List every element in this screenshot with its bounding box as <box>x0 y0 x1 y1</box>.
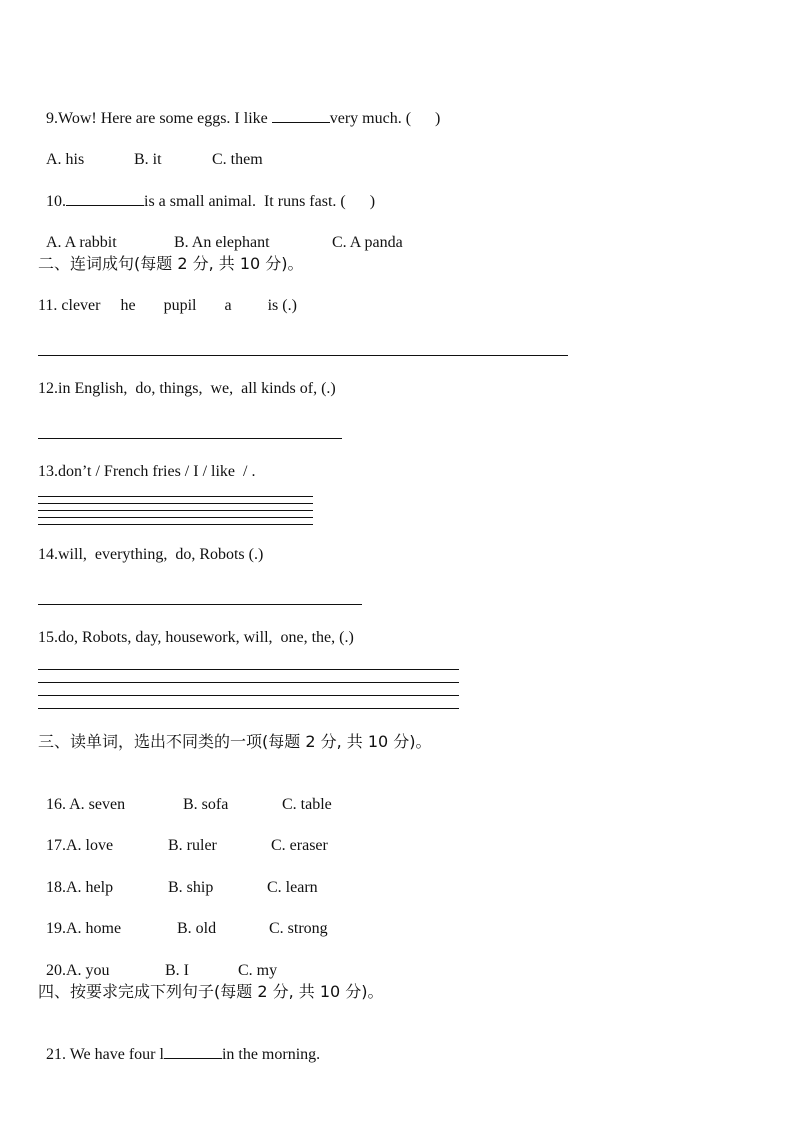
option-c: C. learn <box>267 879 318 896</box>
option-b: B. ruler <box>168 837 217 854</box>
question-21-text: 21. We have four l <box>46 1046 164 1063</box>
question-21-text-end: in the morning. <box>221 1046 321 1063</box>
question-17 <box>38 816 328 856</box>
option-a: A. A rabbit <box>46 234 117 251</box>
option-a: 17.A. love <box>46 837 114 854</box>
question-10-text: is a small animal. It runs fast. ( ) <box>144 193 376 210</box>
answer-line <box>38 604 362 605</box>
option-c: C. table <box>282 796 332 813</box>
question-9-text: 9.Wow! Here are some eggs. I like <box>46 110 272 127</box>
answer-line <box>38 438 342 439</box>
question-21 <box>38 1024 320 1065</box>
answer-line <box>38 355 568 356</box>
answer-line <box>38 503 313 504</box>
question-10-number: 10. <box>46 193 66 210</box>
answer-line <box>38 695 459 696</box>
question-9-options <box>38 130 263 170</box>
section-4-heading: 四、按要求完成下列句子(每题 2 分, 共 10 分)。 <box>38 982 384 1001</box>
option-b: B. it <box>134 151 162 168</box>
option-b: B. old <box>177 920 217 937</box>
question-20 <box>38 941 277 981</box>
answer-line <box>38 708 459 709</box>
option-b: B. ship <box>168 879 214 896</box>
option-b: B. I <box>165 962 189 979</box>
option-a: 18.A. help <box>46 879 114 896</box>
answer-line <box>38 517 313 518</box>
option-b: B. An elephant <box>174 234 270 251</box>
option-c: C. my <box>238 962 278 979</box>
question-10 <box>38 171 375 212</box>
question-15: 15.do, Robots, day, housework, will, one, the, (.) <box>38 629 354 646</box>
option-a: 16. A. seven <box>46 796 126 813</box>
question-11: 11. clever he pupil a is (.) <box>38 297 297 314</box>
question-9-text-end: very much. ( ) <box>329 110 441 127</box>
answer-line <box>38 524 313 525</box>
answer-line <box>38 510 313 511</box>
question-9 <box>38 88 440 129</box>
question-14: 14.will, everything, do, Robots (.) <box>38 546 264 563</box>
option-a: A. his <box>46 151 85 168</box>
answer-blank <box>66 191 144 206</box>
option-c: C. strong <box>269 920 328 937</box>
question-12: 12.in English, do, things, we, all kinds of, (.) <box>38 380 336 397</box>
option-b: B. sofa <box>183 796 229 813</box>
question-19 <box>38 899 328 939</box>
option-c: C. eraser <box>271 837 328 854</box>
question-18 <box>38 858 318 898</box>
answer-line <box>38 669 459 670</box>
answer-line <box>38 682 459 683</box>
section-3-heading: 三、读单词，选出不同类的一项(每题 2 分, 共 10 分)。 <box>38 732 432 751</box>
option-a: 19.A. home <box>46 920 122 937</box>
answer-blank <box>272 108 330 123</box>
answer-line <box>38 496 313 497</box>
section-2-heading: 二、连词成句(每题 2 分, 共 10 分)。 <box>38 254 304 273</box>
answer-blank <box>164 1044 222 1059</box>
question-13: 13.don’t / French fries / I / like / . <box>38 463 256 480</box>
option-a: 20.A. you <box>46 962 110 979</box>
question-10-options <box>38 213 403 253</box>
option-c: C. A panda <box>332 234 403 251</box>
question-16 <box>38 775 332 815</box>
option-c: C. them <box>212 151 263 168</box>
